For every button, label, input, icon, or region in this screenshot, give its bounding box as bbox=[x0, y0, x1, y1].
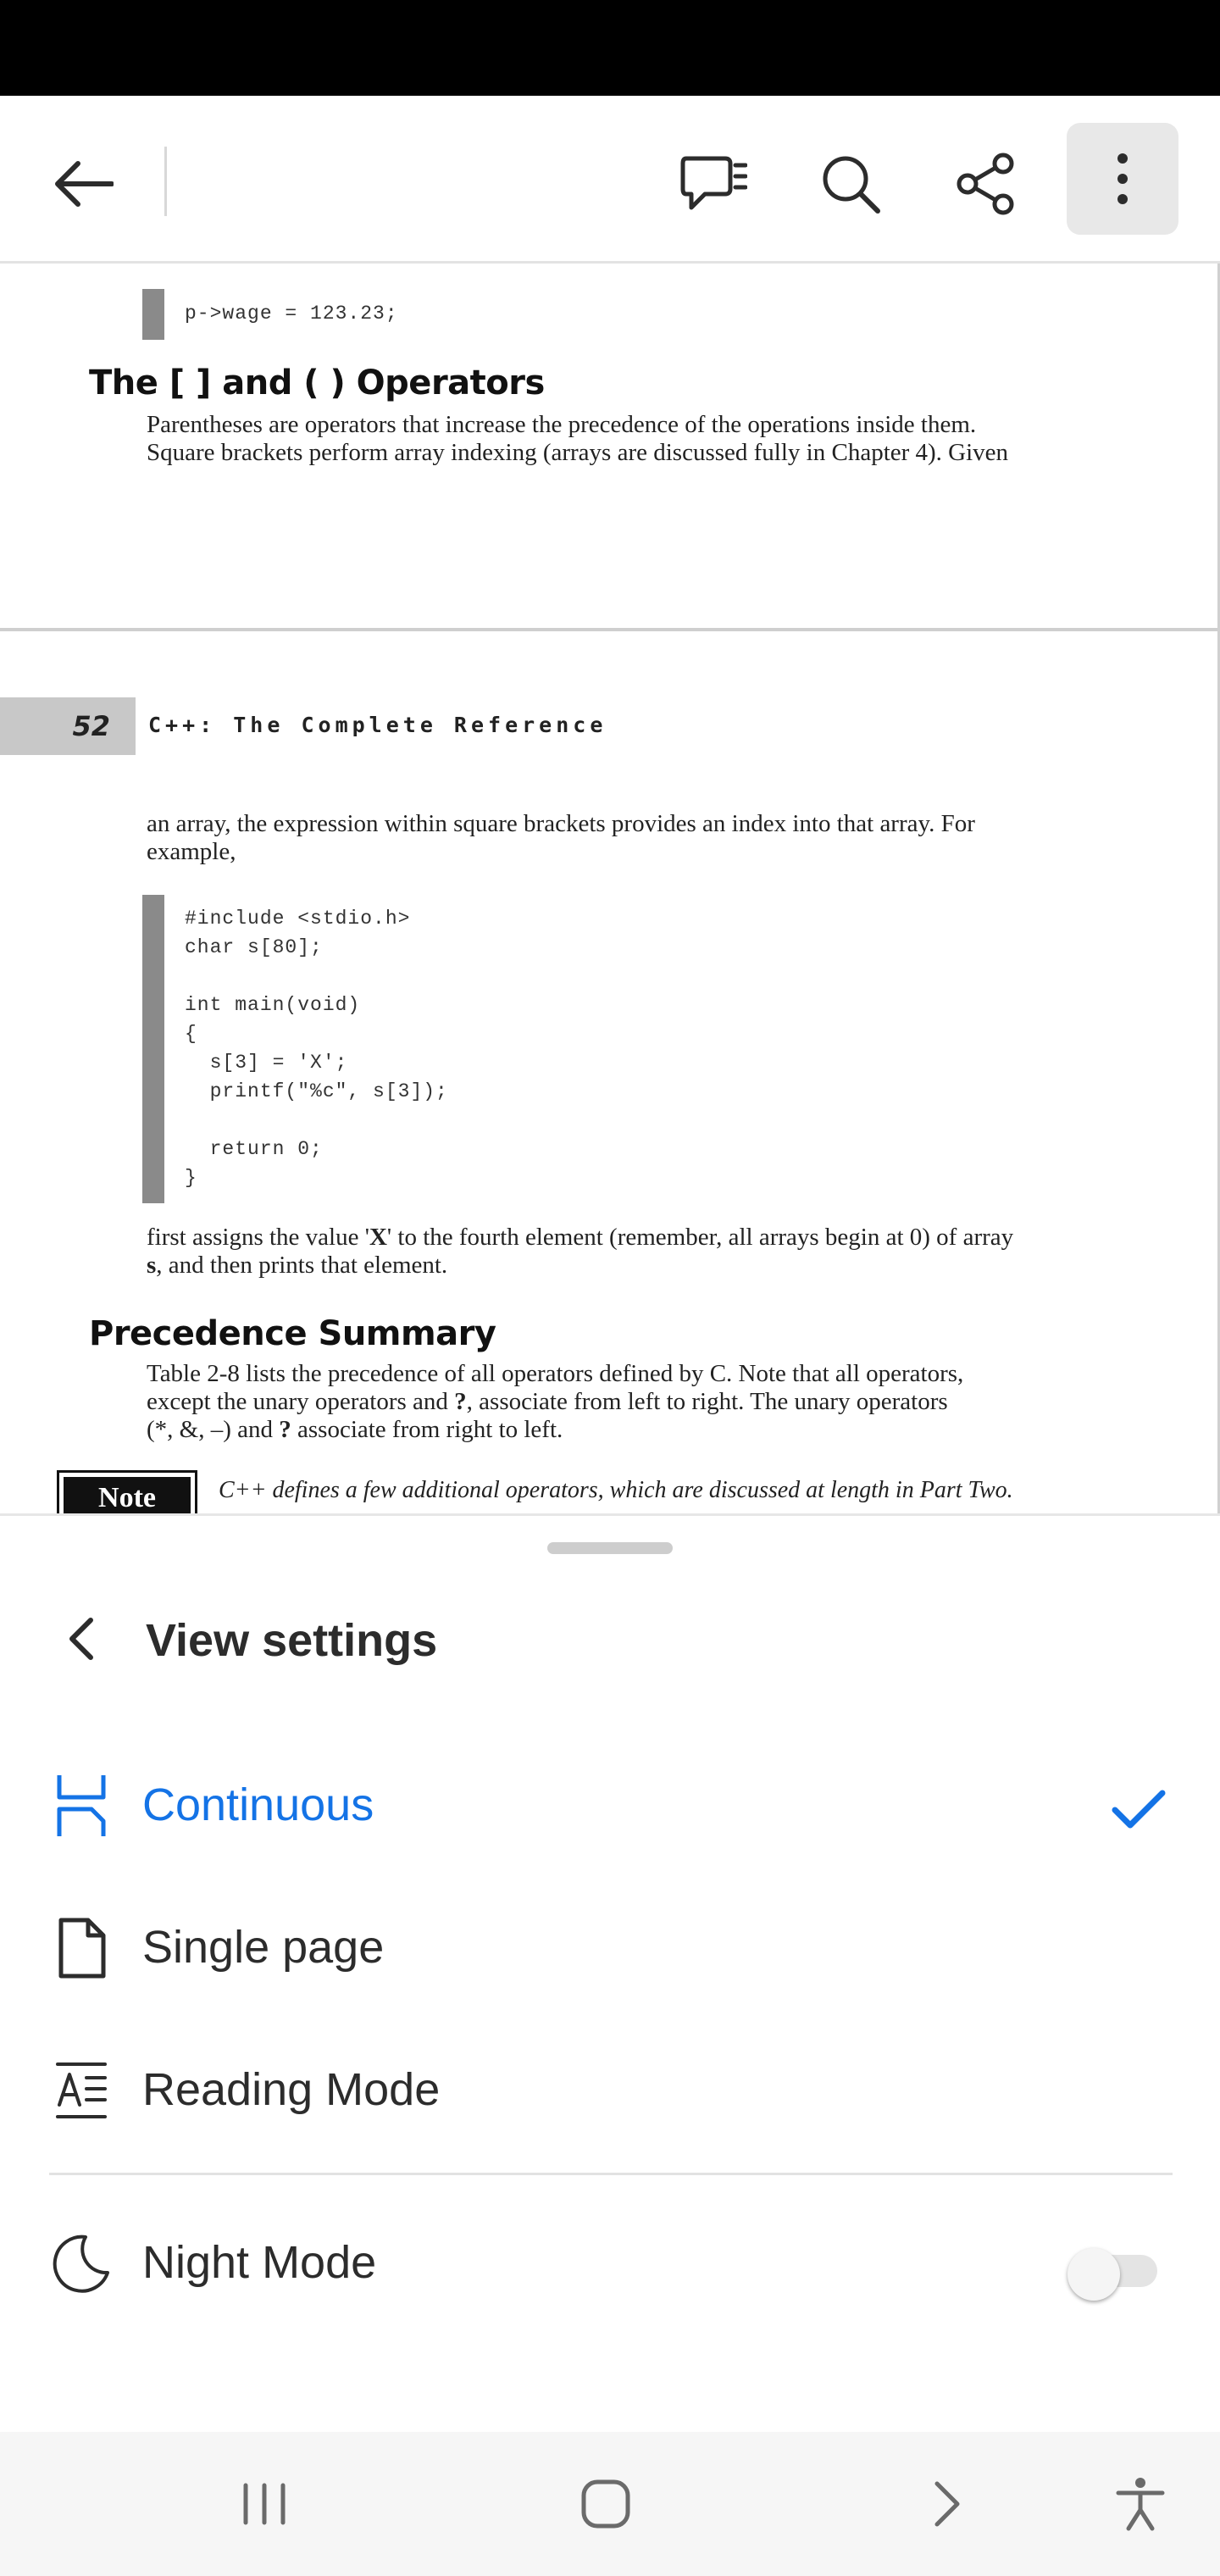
option-label: Night Mode bbox=[142, 2237, 377, 2288]
back-button[interactable] bbox=[42, 143, 124, 225]
night-mode-toggle[interactable] bbox=[1068, 2248, 1162, 2294]
recent-apps-button[interactable] bbox=[222, 2466, 307, 2542]
option-single-page[interactable] bbox=[0, 1884, 1220, 2011]
body-text-line: (*, &, –) and ? associate from right to left. bbox=[147, 1416, 563, 1443]
sheet-divider bbox=[49, 2173, 1173, 2175]
code-line: int main(void) bbox=[185, 994, 361, 1016]
system-navigation-bar bbox=[0, 2432, 1220, 2576]
recent-apps-icon bbox=[241, 2482, 288, 2526]
document-viewer[interactable] bbox=[0, 264, 1220, 1513]
chevron-left-icon bbox=[65, 1617, 96, 1661]
body-text-line: Square brackets perform array indexing (arrays are discussed fully in Chapter 4). Given bbox=[147, 439, 1009, 466]
share-icon bbox=[954, 152, 1018, 216]
toolbar-divider bbox=[164, 147, 167, 216]
code-line: char s[80]; bbox=[185, 936, 323, 958]
code-line: #include <stdio.h> bbox=[185, 908, 411, 930]
toggle-knob bbox=[1068, 2248, 1120, 2301]
nav-back-button[interactable] bbox=[905, 2466, 990, 2542]
running-head: C++: The Complete Reference bbox=[148, 713, 607, 737]
more-options-button[interactable] bbox=[1067, 123, 1178, 235]
accessibility-icon bbox=[1115, 2476, 1166, 2532]
arrow-left-icon bbox=[53, 160, 114, 208]
section-heading: Precedence Summary bbox=[89, 1314, 496, 1353]
option-night-mode[interactable] bbox=[0, 2199, 1220, 2326]
search-icon bbox=[820, 153, 881, 214]
note-text: C++ defines a few additional operators, which are discussed at length in Part Two. bbox=[219, 1477, 1013, 1503]
section-heading: The [ ] and ( ) Operators bbox=[89, 364, 545, 402]
code-line: s[3] = 'X'; bbox=[185, 1052, 348, 1074]
comments-icon bbox=[679, 153, 747, 214]
body-text-line: Table 2-8 lists the precedence of all operators defined by C. Note that all operators, bbox=[147, 1360, 964, 1387]
body-text-line: s, and then prints that element. bbox=[147, 1252, 448, 1279]
search-button[interactable] bbox=[807, 140, 895, 228]
home-icon bbox=[580, 2479, 631, 2529]
continuous-icon bbox=[47, 1772, 115, 1840]
option-reading-mode[interactable] bbox=[0, 2026, 1220, 2153]
reading-mode-icon bbox=[47, 2057, 115, 2124]
sheet-back-button[interactable] bbox=[51, 1609, 110, 1668]
body-text-line: example, bbox=[147, 838, 236, 865]
status-bar bbox=[0, 0, 1220, 96]
body-text-line: Parentheses are operators that increase the precedence of the operations inside them. bbox=[147, 411, 977, 438]
more-vertical-icon bbox=[1114, 152, 1131, 206]
share-button[interactable] bbox=[942, 140, 1030, 228]
body-text-line: an array, the expression within square brackets provides an index into that array. For bbox=[147, 810, 975, 837]
code-line: printf("%c", s[3]); bbox=[185, 1080, 448, 1102]
code-line: return 0; bbox=[185, 1138, 323, 1160]
page-separator bbox=[0, 628, 1220, 631]
code-block-bar bbox=[142, 895, 164, 1203]
back-chevron-icon bbox=[930, 2480, 964, 2528]
checkmark-icon bbox=[1105, 1775, 1173, 1843]
comments-button[interactable] bbox=[669, 140, 757, 228]
option-continuous[interactable] bbox=[0, 1741, 1220, 1868]
single-page-icon bbox=[47, 1914, 115, 1982]
note-label: Note bbox=[59, 1473, 195, 1513]
body-text-line: except the unary operators and ?, associate from left to right. The unary operators bbox=[147, 1388, 948, 1415]
sheet-title: View settings bbox=[146, 1615, 438, 1666]
option-label: Continuous bbox=[142, 1779, 374, 1830]
code-line: p->wage = 123.23; bbox=[185, 303, 398, 325]
top-toolbar bbox=[0, 96, 1220, 264]
option-label: Single page bbox=[142, 1922, 385, 1973]
code-line: { bbox=[185, 1023, 197, 1045]
accessibility-button[interactable] bbox=[1098, 2466, 1183, 2542]
view-settings-sheet bbox=[0, 1513, 1220, 2432]
option-label: Reading Mode bbox=[142, 2064, 441, 2115]
home-button[interactable] bbox=[563, 2466, 648, 2542]
page-number: 52 bbox=[0, 697, 136, 755]
code-block-bar bbox=[142, 289, 164, 340]
body-text-line: first assigns the value 'X' to the fourth element (remember, all arrays begin at 0) of array bbox=[147, 1224, 1014, 1251]
code-line: } bbox=[185, 1167, 197, 1189]
moon-icon bbox=[47, 2229, 115, 2297]
sheet-drag-handle[interactable] bbox=[547, 1542, 673, 1554]
